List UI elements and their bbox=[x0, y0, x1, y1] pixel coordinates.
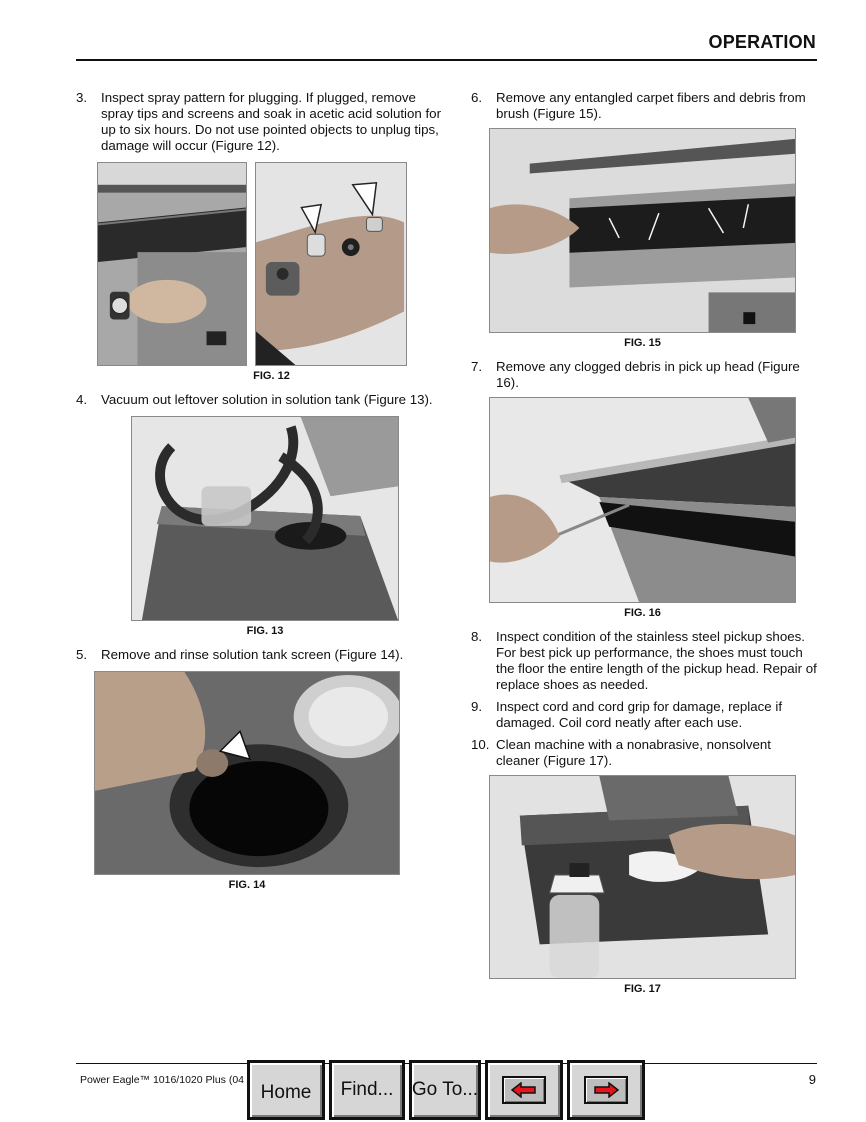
fig15-photo-brush-debris bbox=[489, 128, 796, 333]
step-text: Inspect condition of the stainless steel pickup shoes. For best pick up performance, the shoes must touch the floor the entire length of the pickup head. Repair of replace shoes as needed. bbox=[496, 629, 817, 692]
navigation-toolbar bbox=[247, 1060, 649, 1122]
fig16-caption: FIG. 16 bbox=[624, 607, 661, 619]
fig13-photo-vacuum-tank bbox=[131, 416, 399, 621]
step-10 bbox=[471, 737, 817, 769]
step-number: 8. bbox=[471, 629, 483, 644]
step-text: Clean machine with a nonabrasive, nonsolvent cleaner (Figure 17). bbox=[496, 737, 771, 768]
next-page-button[interactable] bbox=[567, 1060, 645, 1120]
figure-12 bbox=[97, 162, 446, 366]
left-column bbox=[76, 90, 446, 901]
fig13-caption: FIG. 13 bbox=[246, 625, 284, 637]
fig12-photo-spray-tips-in-hand bbox=[255, 162, 407, 366]
header-rule bbox=[76, 59, 817, 61]
step-text: Remove any clogged debris in pick up head (Figure 16). bbox=[496, 359, 800, 390]
footer-document-name: Power Eagle™ 1016/1020 Plus (04 bbox=[80, 1074, 245, 1086]
step-text: Inspect cord and cord grip for damage, replace if damaged. Coil cord neatly after each use. bbox=[496, 699, 783, 730]
right-arrow-icon bbox=[584, 1076, 628, 1104]
step-number: 4. bbox=[76, 392, 88, 407]
step-number: 10. bbox=[471, 737, 490, 752]
step-text: Remove any entangled carpet fibers and debris from brush (Figure 15). bbox=[496, 90, 806, 121]
fig14-photo-tank-screen bbox=[94, 671, 400, 875]
fig15-caption: FIG. 15 bbox=[624, 337, 661, 349]
goto-button-label: Go To... bbox=[411, 1079, 479, 1100]
step-5 bbox=[76, 647, 446, 663]
section-title: OPERATION bbox=[708, 32, 816, 52]
step-number: 5. bbox=[76, 647, 88, 662]
step-3 bbox=[76, 90, 446, 154]
goto-button[interactable] bbox=[409, 1060, 481, 1120]
left-arrow-icon bbox=[502, 1076, 546, 1104]
find-button[interactable] bbox=[329, 1060, 405, 1120]
previous-page-button[interactable] bbox=[485, 1060, 563, 1120]
step-4 bbox=[76, 392, 446, 408]
fig17-caption: FIG. 17 bbox=[624, 983, 661, 995]
step-number: 3. bbox=[76, 90, 88, 105]
step-text: Remove and rinse solution tank screen (Figure 14). bbox=[101, 647, 404, 662]
step-7 bbox=[471, 359, 817, 391]
fig12-caption: FIG. 12 bbox=[253, 370, 290, 382]
step-number: 9. bbox=[471, 699, 483, 714]
home-button-label: Home bbox=[260, 1082, 312, 1103]
home-button[interactable] bbox=[247, 1060, 325, 1120]
fig12-photo-brush-head bbox=[97, 162, 247, 366]
step-6 bbox=[471, 90, 817, 122]
page-number: 9 bbox=[808, 1072, 816, 1087]
step-8 bbox=[471, 629, 817, 693]
find-button-label: Find... bbox=[340, 1079, 394, 1100]
step-text: Vacuum out leftover solution in solution tank (Figure 13). bbox=[101, 392, 433, 407]
step-number: 7. bbox=[471, 359, 483, 374]
right-column bbox=[471, 90, 817, 1005]
fig16-photo-pickup-head bbox=[489, 397, 796, 603]
step-9 bbox=[471, 699, 817, 731]
step-text: Inspect spray pattern for plugging. If plugged, remove spray tips and screens and soak in acetic acid solution for up to six hours. Do not use pointed objects to unplug tips, damage will occur (Figure 12). bbox=[101, 90, 441, 153]
fig17-photo-cleaning-machine bbox=[489, 775, 796, 979]
fig14-caption: FIG. 14 bbox=[228, 879, 266, 891]
step-number: 6. bbox=[471, 90, 483, 105]
